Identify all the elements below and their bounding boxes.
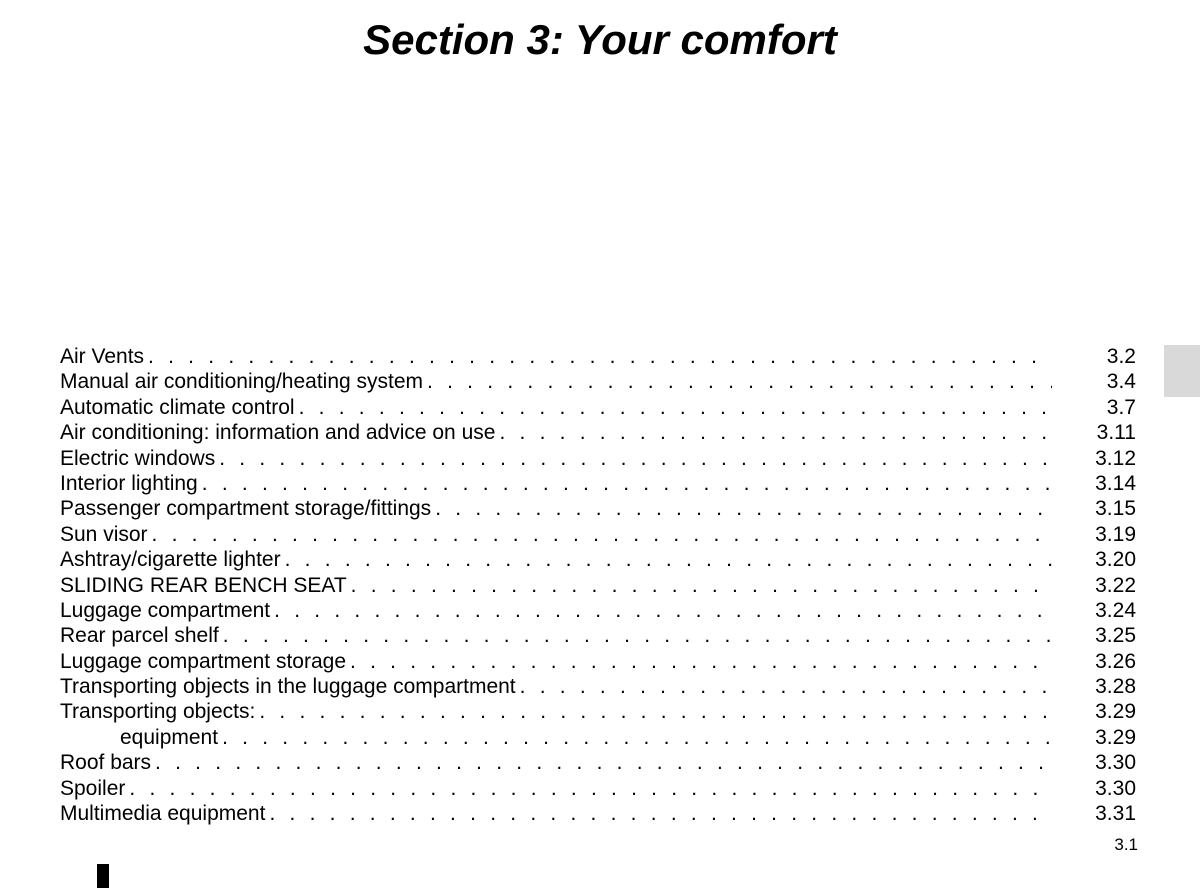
toc-entry[interactable] — [60, 649, 1136, 674]
toc-entry-page: 3.29 — [1095, 700, 1136, 724]
toc-entry-label: Spoiler — [60, 776, 126, 800]
toc-entry-page: 3.22 — [1095, 573, 1136, 597]
toc-dot-leader — [299, 395, 1052, 420]
toc-dot-leader — [202, 471, 1052, 496]
toc-entry[interactable] — [60, 725, 1136, 750]
toc-entry-label: Interior lighting — [60, 471, 198, 495]
toc-entry[interactable] — [60, 801, 1136, 826]
toc-entry-page: 3.25 — [1095, 624, 1136, 648]
toc-entry-page: 3.7 — [1106, 395, 1136, 419]
toc-dot-leader — [499, 420, 1052, 445]
toc-dot-leader — [259, 699, 1052, 724]
section-tab — [1164, 345, 1200, 397]
toc-entry-page: 3.26 — [1095, 649, 1136, 673]
toc-dot-leader — [152, 522, 1052, 547]
toc-entry[interactable] — [60, 471, 1136, 496]
toc-entry[interactable] — [60, 598, 1136, 623]
toc-dot-leader — [148, 344, 1052, 369]
toc-dot-leader — [219, 446, 1052, 471]
toc-entry-label: Automatic climate control — [60, 395, 295, 419]
toc-dot-leader — [222, 725, 1052, 750]
toc-entry-label: Multimedia equipment — [60, 802, 266, 826]
toc-dot-leader — [129, 776, 1052, 801]
toc-dot-leader — [223, 623, 1052, 648]
toc-dot-leader — [285, 547, 1052, 572]
toc-entry-page: 3.4 — [1106, 370, 1136, 394]
toc-entry-page: 3.19 — [1095, 522, 1136, 546]
toc-entry-label: Air conditioning: information and advice on use — [60, 421, 496, 445]
margin-mark — [97, 864, 109, 888]
toc-entry-page: 3.15 — [1095, 497, 1136, 521]
toc-entry[interactable] — [60, 395, 1136, 420]
toc-entry-page: 3.12 — [1095, 446, 1136, 470]
page-title: Section 3: Your comfort — [363, 16, 837, 63]
toc-entry-page: 3.20 — [1095, 548, 1136, 572]
toc-entry-page: 3.29 — [1095, 725, 1136, 749]
toc-dot-leader — [435, 496, 1052, 521]
toc-entry[interactable] — [60, 674, 1136, 699]
toc-entry-page: 3.24 — [1095, 598, 1136, 622]
toc-entry-label: Ashtray/cigarette lighter — [60, 548, 281, 572]
page-number: 3.1 — [1114, 835, 1138, 854]
toc-entry[interactable] — [60, 547, 1136, 572]
toc-entry-label: Sun visor — [60, 522, 148, 546]
toc-entry[interactable] — [60, 776, 1136, 801]
toc-entry-page: 3.30 — [1095, 751, 1136, 775]
toc-entry[interactable] — [60, 496, 1136, 521]
toc-dot-leader — [274, 598, 1052, 623]
toc-entry-label: Air Vents — [60, 345, 145, 368]
toc-entry-label: Manual air conditioning/heating system — [60, 370, 424, 394]
toc-entry[interactable] — [60, 420, 1136, 445]
toc-entry-label: Roof bars — [60, 751, 152, 775]
toc-entry-page: 3.28 — [1095, 675, 1136, 699]
toc-entry-page: 3.30 — [1095, 776, 1136, 800]
toc-entry-page: 3.31 — [1095, 802, 1136, 826]
toc-entry[interactable] — [60, 623, 1136, 648]
toc-entry-label: Passenger compartment storage/fittings — [60, 497, 432, 521]
toc-entry-label: Luggage compartment storage — [60, 649, 347, 673]
toc-entry[interactable] — [60, 699, 1136, 724]
toc-dot-leader — [155, 750, 1052, 775]
toc-entry-label: SLIDING REAR BENCH SEAT — [60, 573, 347, 597]
table-of-contents — [60, 344, 1136, 826]
toc-entry-label: Transporting objects: — [60, 700, 256, 724]
toc-entry-label: Transporting objects in the luggage compartment — [60, 675, 516, 699]
toc-entry[interactable] — [60, 344, 1136, 369]
toc-dot-leader — [350, 649, 1052, 674]
toc-entry-label: Electric windows — [60, 446, 216, 470]
toc-entry[interactable] — [60, 369, 1136, 394]
toc-entry-label: equipment — [120, 725, 219, 749]
toc-entry-page: 3.14 — [1095, 471, 1136, 495]
toc-entry[interactable] — [60, 446, 1136, 471]
toc-entry-page: 3.2 — [1106, 345, 1136, 368]
toc-entry[interactable] — [60, 522, 1136, 547]
toc-dot-leader — [520, 674, 1052, 699]
toc-entry-page: 3.11 — [1096, 421, 1136, 445]
toc-entry[interactable] — [60, 573, 1136, 598]
toc-entry-label: Luggage compartment — [60, 598, 271, 622]
toc-dot-leader — [427, 369, 1052, 394]
toc-dot-leader — [269, 801, 1052, 826]
toc-entry[interactable] — [60, 750, 1136, 775]
toc-dot-leader — [351, 573, 1052, 598]
toc-entry-label: Rear parcel shelf — [60, 624, 219, 648]
